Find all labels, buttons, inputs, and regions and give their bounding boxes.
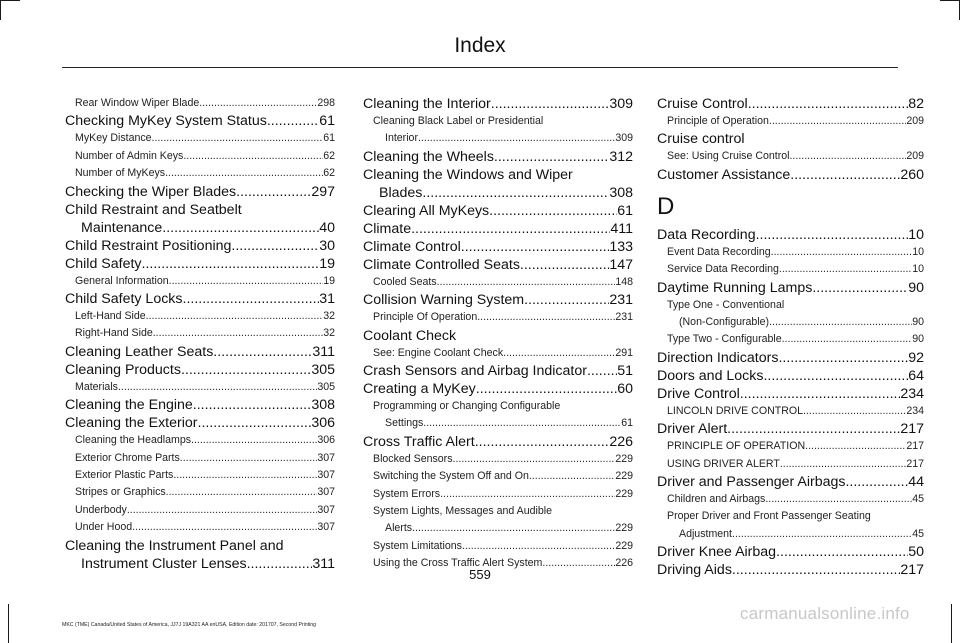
entry-term: System Errors — [373, 487, 441, 500]
index-subentry: Proper Driver and Front Passenger Seating — [667, 510, 871, 523]
index-heading: Child Restraint and Seatbelt — [65, 201, 242, 218]
index-column-1 — [65, 95, 335, 573]
index-subentry — [65, 379, 335, 396]
dot-leader — [503, 345, 615, 362]
entry-page: 82 — [908, 96, 924, 112]
dot-leader — [782, 331, 913, 348]
index-subentry — [657, 438, 924, 455]
entry-page: 10 — [912, 245, 924, 258]
index-entry — [657, 226, 924, 244]
entry-term: LINCOLN DRIVE CONTROL — [667, 404, 803, 417]
entry-term: Crash Sensors and Airbag Indicator — [363, 363, 587, 380]
dot-leader — [146, 308, 324, 325]
index-subentry — [657, 491, 924, 508]
entry-page: 308 — [311, 397, 335, 414]
dot-leader — [152, 130, 324, 147]
index-heading: Coolant Check — [363, 327, 457, 344]
dot-leader — [587, 362, 617, 380]
entry-page: 92 — [908, 349, 924, 366]
entry-page: 307 — [317, 486, 335, 499]
entry-page: 306 — [317, 434, 335, 447]
index-subentry — [65, 432, 335, 449]
crop-mark-bottom-left — [8, 604, 9, 643]
index-column-2 — [363, 95, 633, 573]
entry-page: 305 — [317, 380, 335, 393]
dot-leader — [529, 468, 615, 485]
entry-term: Climate — [363, 220, 412, 237]
entry-term: Checking MyKey System Status — [65, 113, 267, 130]
dot-leader — [727, 420, 900, 438]
entry-page: 297 — [311, 183, 335, 200]
entry-term: Collision Warning System — [363, 292, 525, 309]
entry-page: 209 — [906, 115, 924, 127]
dot-leader — [418, 130, 615, 147]
entry-term: General Information — [75, 274, 169, 287]
entry-page: 133 — [609, 238, 633, 255]
index-subentry — [65, 273, 335, 290]
entry-term: Creating a MyKey — [363, 381, 476, 398]
entry-term: Number of Admin Keys — [75, 149, 184, 162]
index-subentry — [363, 130, 633, 147]
dot-leader — [462, 538, 615, 555]
dot-leader — [769, 113, 906, 130]
entry-term: Adjustment — [679, 527, 732, 540]
entry-page: 31 — [319, 291, 335, 308]
entry-page: 45 — [912, 493, 924, 506]
dot-leader — [771, 244, 913, 261]
index-subentry — [363, 538, 633, 555]
index-subentry: Cleaning Black Label or Presidential — [373, 115, 544, 127]
entry-term: Climate Control — [363, 238, 461, 255]
index-entry — [65, 112, 335, 130]
entry-page: 231 — [615, 311, 633, 324]
dot-leader — [166, 484, 318, 501]
index-entry — [363, 148, 633, 166]
dot-leader — [765, 491, 912, 508]
entry-page: 209 — [906, 150, 924, 163]
index-heading: Cruise control — [657, 131, 745, 148]
index-entry — [657, 95, 924, 113]
entry-term: Blades — [379, 184, 423, 201]
entry-term: Alerts — [385, 522, 413, 535]
entry-term: Daytime Running Lamps — [657, 279, 813, 296]
entry-term: Type Two - Configurable — [667, 333, 782, 346]
entry-page: 32 — [323, 310, 335, 323]
entry-term: USING DRIVER ALERT — [667, 457, 780, 470]
entry-term: See: Using Cruise Control — [667, 150, 790, 163]
entry-page: 32 — [323, 327, 335, 340]
index-entry — [657, 420, 924, 438]
dot-leader — [142, 255, 320, 273]
dot-leader — [193, 396, 312, 414]
dot-leader — [491, 95, 610, 113]
entry-page: 229 — [615, 539, 633, 552]
index-entry — [65, 343, 335, 361]
dot-leader — [118, 379, 317, 396]
index-subentry — [657, 331, 924, 348]
index-subentry — [363, 451, 633, 468]
dot-leader — [236, 183, 311, 201]
header-rule — [62, 67, 898, 68]
entry-page: 90 — [912, 316, 924, 329]
index-entry — [363, 380, 633, 398]
entry-page: 231 — [609, 292, 633, 309]
entry-page: 217 — [906, 457, 924, 470]
entry-term: Settings — [385, 417, 424, 430]
entry-term: Exterior Plastic Parts — [75, 469, 174, 482]
index-subentry — [363, 345, 633, 362]
index-subentry — [363, 486, 633, 503]
entry-term: System Limitations — [373, 539, 462, 552]
dot-leader — [779, 261, 912, 278]
entry-page: 50 — [908, 544, 924, 561]
entry-page: 226 — [615, 557, 633, 570]
index-subentry — [65, 325, 335, 342]
entry-page: 30 — [319, 237, 335, 254]
entry-page: 234 — [906, 404, 924, 417]
entry-page: 298 — [317, 97, 335, 109]
index-entry — [657, 385, 924, 403]
entry-page: 10 — [912, 263, 924, 276]
index-subentry — [657, 526, 924, 543]
index-entry — [363, 95, 633, 113]
entry-page: 307 — [317, 503, 335, 516]
index-subentry — [65, 467, 335, 484]
index-entry — [363, 362, 633, 380]
entry-page: 45 — [912, 527, 924, 540]
entry-term: Event Data Recording — [667, 245, 771, 258]
index-entry — [657, 279, 924, 297]
entry-term: Children and Airbags — [667, 493, 766, 506]
index-entry — [657, 166, 924, 184]
index-column-3 — [657, 95, 924, 579]
entry-page: 148 — [615, 275, 633, 288]
dot-leader — [803, 403, 906, 420]
dot-leader — [776, 543, 908, 561]
dot-leader — [778, 349, 908, 367]
dot-leader — [461, 238, 610, 256]
dot-leader — [231, 237, 319, 255]
entry-term: Cleaning the Headlamps — [75, 434, 192, 447]
index-entry — [363, 184, 633, 202]
entry-page: 51 — [617, 363, 633, 380]
entry-term: (Non-Configurable) — [679, 316, 770, 329]
entry-page: 217 — [900, 421, 924, 438]
index-subentry — [657, 148, 924, 165]
entry-term: Driver Knee Airbag — [657, 544, 777, 561]
dot-leader — [169, 273, 324, 290]
dot-leader — [183, 148, 323, 165]
entry-term: Principle Of Operation — [373, 311, 478, 324]
entry-term: Left-Hand Side — [75, 310, 146, 323]
entry-page: 306 — [311, 415, 335, 432]
entry-page: 411 — [610, 220, 633, 237]
entry-page: 311 — [312, 343, 335, 360]
index-subentry — [363, 520, 633, 537]
dot-leader — [812, 279, 908, 297]
dot-leader — [181, 361, 311, 379]
page-title: Index — [454, 34, 506, 57]
entry-term: Interior — [385, 132, 418, 145]
entry-term: Data Recording — [657, 226, 756, 243]
index-subentry: Programming or Changing Configurable — [373, 400, 561, 413]
entry-term: Child Restraint Positioning — [65, 237, 232, 254]
index-heading: Cleaning the Instrument Panel and — [65, 537, 284, 554]
dot-leader — [789, 148, 906, 165]
entry-term: Maintenance — [81, 219, 163, 236]
entry-term: Clearing All MyKeys — [363, 202, 490, 219]
entry-term: Drive Control — [657, 385, 740, 402]
dot-leader — [740, 385, 901, 403]
entry-term: Exterior Chrome Parts — [75, 451, 180, 464]
index-subentry — [657, 261, 924, 278]
index-entry — [657, 349, 924, 367]
entry-page: 40 — [319, 219, 335, 236]
entry-page: 229 — [615, 487, 633, 500]
index-subentry — [65, 148, 335, 165]
entry-term: Climate Controlled Seats — [363, 256, 520, 273]
dot-leader — [191, 432, 317, 449]
entry-term: Checking the Wiper Blades — [65, 183, 237, 200]
index-subentry — [65, 519, 335, 536]
index-subentry — [65, 502, 335, 519]
index-subentry — [363, 309, 633, 326]
dot-leader — [732, 526, 912, 543]
entry-page: 305 — [311, 361, 335, 378]
dot-leader — [475, 433, 610, 451]
entry-page: 308 — [609, 184, 633, 201]
dot-leader — [165, 165, 323, 182]
entry-term: Driver Alert — [657, 421, 728, 438]
dot-leader — [173, 467, 317, 484]
print-footer: MKC (TME) Canada/United States of America, JJ7J 19A321 AA enUSA, Edition date: 201707, Second Printing — [62, 622, 317, 628]
dot-leader — [423, 415, 621, 432]
dot-leader — [132, 519, 317, 536]
index-entry — [363, 220, 633, 238]
index-subentry — [65, 450, 335, 467]
entry-term: Child Safety — [65, 255, 142, 272]
entry-term: Cleaning the Wheels — [363, 148, 494, 165]
index-entry — [65, 219, 335, 237]
entry-term: Stripes or Graphics — [75, 486, 166, 499]
entry-page: 260 — [900, 166, 924, 183]
entry-page: 19 — [323, 274, 335, 287]
entry-page: 229 — [615, 470, 633, 483]
entry-page: 44 — [908, 474, 924, 491]
dot-leader — [477, 309, 615, 326]
dot-leader — [769, 314, 912, 331]
index-subentry — [65, 484, 335, 501]
entry-term: Rear Window Wiper Blade — [75, 97, 200, 109]
entry-page: 90 — [908, 279, 924, 296]
dot-leader — [845, 473, 908, 491]
entry-page: 291 — [615, 346, 633, 359]
entry-term: See: Engine Coolant Check — [373, 346, 504, 359]
index-entry — [657, 473, 924, 491]
entry-term: Customer Assistance — [657, 166, 791, 183]
index-entry — [65, 237, 335, 255]
entry-term: Cross Traffic Alert — [363, 433, 475, 450]
entry-term: Materials — [75, 380, 118, 393]
index-entry — [363, 433, 633, 451]
entry-page: 19 — [319, 255, 335, 272]
entry-page: 312 — [609, 148, 633, 165]
index-subentry — [657, 314, 924, 331]
entry-term: Cooled Seats — [373, 275, 437, 288]
index-subentry — [65, 130, 335, 147]
entry-page: 90 — [912, 333, 924, 346]
entry-page: 147 — [609, 256, 633, 273]
index-subentry — [657, 244, 924, 261]
entry-page: 60 — [617, 381, 633, 398]
entry-page: 311 — [312, 555, 335, 572]
index-subentry — [65, 165, 335, 182]
dot-leader — [267, 112, 319, 130]
section-letter: D — [657, 192, 675, 220]
index-subentry: Type One - Conventional — [667, 298, 785, 311]
entry-term: PRINCIPLE OF OPERATION — [667, 440, 806, 453]
entry-term: Doors and Locks — [657, 367, 764, 384]
dot-leader — [494, 148, 609, 166]
index-subentry — [657, 456, 924, 473]
page-number: 559 — [469, 567, 491, 582]
entry-term: Cleaning the Engine — [65, 397, 193, 414]
entry-term: Principle of Operation — [667, 115, 769, 127]
dot-leader — [199, 95, 317, 112]
dot-leader — [183, 290, 320, 308]
index-entry — [65, 396, 335, 414]
dot-leader — [790, 166, 900, 184]
dot-leader — [805, 438, 906, 455]
entry-term: Driving Aids — [657, 562, 732, 579]
index-subentry — [657, 113, 924, 130]
index-entry — [363, 256, 633, 274]
dot-leader — [524, 291, 609, 309]
entry-page: 307 — [317, 451, 335, 464]
dot-leader — [763, 367, 908, 385]
dot-leader — [780, 456, 906, 473]
entry-page: 61 — [319, 113, 335, 130]
watermark: carmanualsonline.info — [740, 604, 910, 623]
index-subentry — [657, 403, 924, 420]
dot-leader — [127, 502, 317, 519]
entry-term: Number of MyKeys — [75, 167, 166, 180]
entry-page: 307 — [317, 469, 335, 482]
dot-leader — [748, 95, 909, 113]
index-entry — [65, 183, 335, 201]
entry-term: Cleaning Leather Seats — [65, 343, 214, 360]
index-entry — [363, 202, 633, 220]
dot-leader — [453, 451, 616, 468]
entry-page: 64 — [908, 367, 924, 384]
entry-page: 10 — [908, 226, 924, 243]
entry-term: Underbody — [75, 503, 127, 516]
entry-page: 229 — [615, 522, 633, 535]
entry-term: Cruise Control — [657, 96, 748, 112]
index-entry — [363, 291, 633, 309]
dot-leader — [412, 520, 615, 537]
index-entry — [65, 361, 335, 379]
entry-term: Direction Indicators — [657, 349, 779, 366]
index-subentry — [363, 274, 633, 291]
entry-page: 234 — [900, 385, 924, 402]
entry-page: 62 — [323, 149, 335, 162]
index-subentry — [65, 95, 335, 112]
entry-page: 61 — [617, 202, 633, 219]
index-subentry — [363, 415, 633, 432]
entry-term: MyKey Distance — [75, 132, 152, 145]
dot-leader — [180, 450, 318, 467]
dot-leader — [476, 380, 617, 398]
dot-leader — [411, 220, 610, 238]
crop-mark-top-right — [940, 0, 960, 1]
entry-page: 217 — [906, 440, 924, 453]
index-entry — [657, 543, 924, 561]
entry-term: Cleaning the Exterior — [65, 415, 198, 432]
entry-term: Switching the System Off and On — [373, 470, 529, 483]
entry-page: 226 — [609, 433, 633, 450]
entry-page: 61 — [323, 132, 335, 145]
dot-leader — [162, 219, 319, 237]
index-subentry: System Lights, Messages and Audible — [373, 505, 553, 518]
entry-page: 62 — [323, 167, 335, 180]
index-entry — [65, 290, 335, 308]
entry-term: Driver and Passenger Airbags — [657, 474, 846, 491]
dot-leader — [213, 343, 312, 361]
index-entry — [363, 238, 633, 256]
entry-term: Cleaning the Interior — [363, 96, 491, 112]
entry-page: 309 — [615, 132, 633, 145]
index-entry — [65, 255, 335, 273]
entry-page: 217 — [900, 562, 924, 579]
entry-term: Service Data Recording — [667, 263, 779, 276]
index-heading: Cleaning the Windows and Wiper — [363, 166, 573, 183]
entry-term: Cleaning Products — [65, 361, 181, 378]
dot-leader — [422, 184, 609, 202]
crop-mark-top-left — [0, 0, 1, 20]
entry-page: 307 — [317, 521, 335, 534]
index-subentry — [65, 308, 335, 325]
dot-leader — [489, 202, 617, 220]
entry-term: Under Hood — [75, 521, 133, 534]
entry-page: 309 — [609, 96, 633, 112]
index-entry — [657, 367, 924, 385]
dot-leader — [153, 325, 323, 342]
crop-mark-top-left — [0, 0, 20, 1]
entry-term: Child Safety Locks — [65, 291, 183, 308]
entry-term: Instrument Cluster Lenses — [81, 555, 247, 572]
dot-leader — [198, 414, 312, 432]
dot-leader — [520, 256, 609, 274]
entry-page: 229 — [615, 452, 633, 465]
entry-term: Right-Hand Side — [75, 327, 153, 340]
dot-leader — [756, 226, 909, 244]
entry-term: Blocked Sensors — [373, 452, 453, 465]
entry-term: Using the Cross Traffic Alert System — [373, 557, 543, 570]
entry-page: 61 — [621, 417, 633, 430]
index-subentry — [363, 468, 633, 485]
crop-mark-bottom-right — [951, 604, 952, 643]
dot-leader — [440, 486, 615, 503]
index-entry — [65, 414, 335, 432]
dot-leader — [437, 274, 616, 291]
